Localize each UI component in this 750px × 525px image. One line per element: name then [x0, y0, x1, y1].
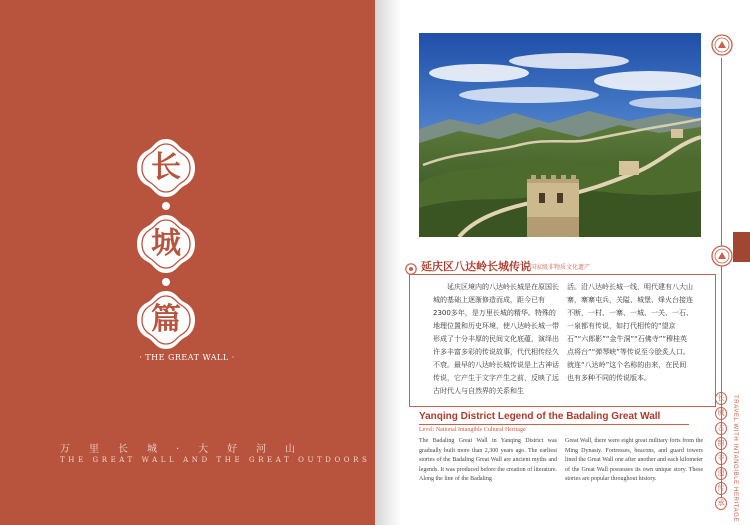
link-dot [162, 202, 170, 210]
great-wall-photo [419, 33, 701, 237]
link-dot [162, 278, 170, 286]
flower-ornament-icon [405, 260, 417, 272]
legend-title-cn: 延庆区八达岭长城传说 [421, 260, 531, 273]
right-page [375, 0, 750, 525]
side-char: 承 [715, 497, 727, 510]
english-title: Yanqing District Legend of the Badaling Great Wall [419, 411, 661, 422]
title-medallion-1 [134, 136, 198, 200]
legend-body-cn-col2: 活。沿八达岭长城一线，明代建有八大山寨，寨寨屯兵，关隘、城堡、烽火台接连不断，一村、一寨、一城、一关、一石、一泉都有传说，如打代相传的“望京石”“六郎影”“金牛洞”“石佛寺”“穆桂英点将台”“弹琴峡”等传说至今脍炙人口。就连“八达岭”这个名称的由来，在民间也有多种不同的传说版本。 [567, 283, 693, 382]
section-tab [733, 232, 750, 262]
side-char: 传 [715, 482, 727, 495]
title-char-chang: 长 [151, 150, 181, 185]
english-body-col1: The Badaling Great Wall in Yanqing District was gradually built more than 2,300 years ago. The earliest stories of the Badaling Great Wall are ancient myths and legends. It was produced before the creation of literature. Along the line of the Badaling [419, 438, 557, 483]
title-medallion-2 [134, 212, 198, 276]
heritage-level-tag-cn: 国家级非物质文化遗产 [530, 264, 591, 271]
side-char: 古 [715, 422, 727, 435]
side-column-english [732, 395, 742, 523]
english-body-col2: Great Wall, there were eight great military forts from the Ming Dynasty. Fortresses, beacons, and guard towers lined the Great Wall one after another and each kilometer of the Great Wall possesses its own unique story. These stories are popular throughout history. [565, 438, 703, 483]
seal-logo-icon [711, 245, 733, 267]
side-char: 城 [715, 407, 727, 420]
motto-chinese: 万里长城·大好河山 [60, 444, 315, 455]
legend-body-cn-col1: 延庆区境内的八达岭长城是在原国长城的基础上逐渐修造而成，距今已有2300多年，是万里长城的精华。特殊的地理位置和历史环境，使八达岭长城一带形成了十分丰厚的民间文化底蕴，演绎出许多丰富多彩的传说故事，代代相传经久不衰。最早的八达岭长城传说是上古神话传说，它产生于文字产生之前，反映了远古时代人与自然界的关系和生 [433, 283, 559, 395]
subtitle-the-great-wall: · THE GREAT WALL · [139, 353, 235, 362]
spine-shadow [375, 0, 401, 525]
great-wall-photo-icon [419, 33, 701, 237]
side-english-text: TRAVEL WITH INTANGIBLE HERITAGE [732, 395, 738, 523]
motto-english: THE GREAT WALL AND THE GREAT OUTDOORS [60, 456, 371, 464]
side-char: 韵 [715, 437, 727, 450]
seal-logo-icon [711, 34, 733, 56]
side-char: 遗 [715, 467, 727, 480]
english-level: Level: National Intangible Cultural Heritage [419, 427, 526, 433]
title-medallion-chain [134, 136, 198, 352]
side-char: 非 [715, 452, 727, 465]
title-char-pian: 篇 [151, 302, 181, 337]
side-char: 长 [715, 392, 727, 405]
english-title-rule [419, 424, 689, 425]
side-column-chinese [715, 392, 727, 512]
title-char-cheng: 城 [151, 226, 181, 261]
title-medallion-3 [134, 288, 198, 352]
